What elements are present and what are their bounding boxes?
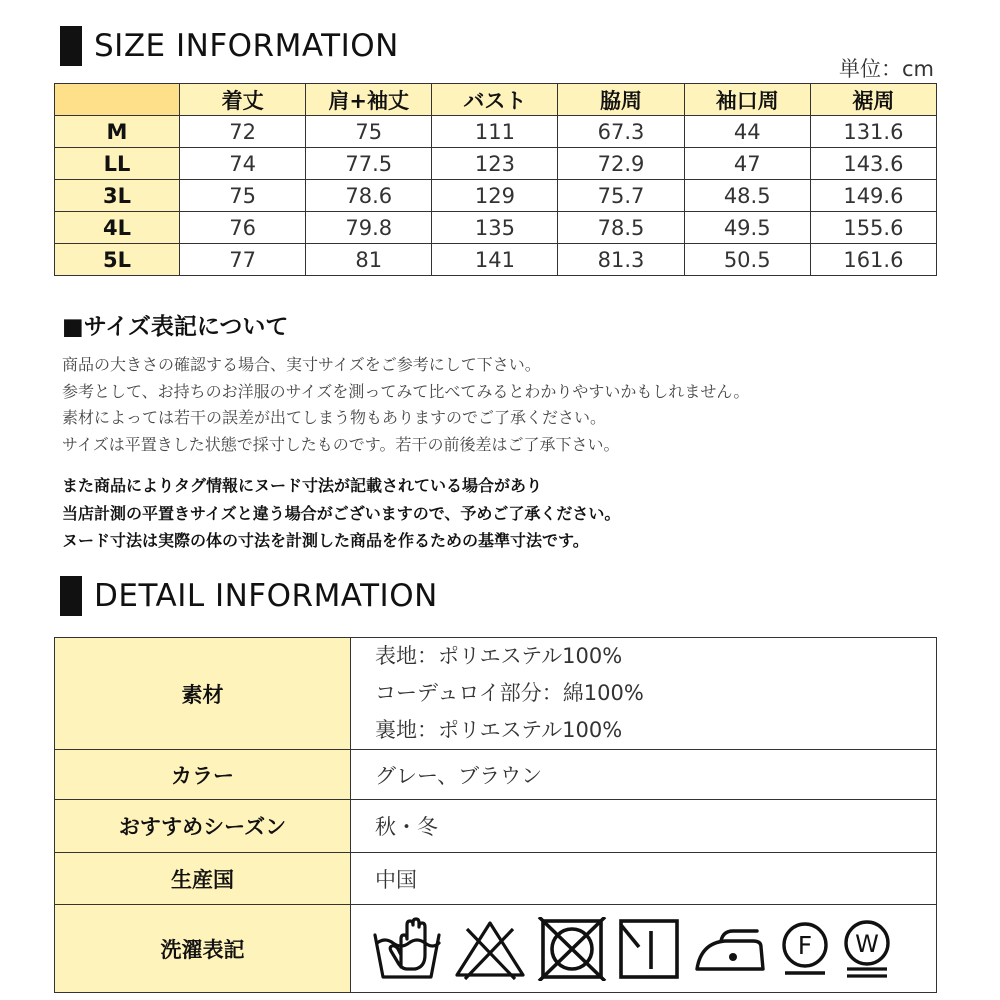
size-table [54, 83, 937, 276]
header-bar [60, 26, 82, 66]
material-value [351, 638, 937, 750]
bold-note-line: また商品によりタグ情報にヌード寸法が記載されている場合があり [62, 476, 543, 495]
table-cell: 44 [684, 116, 810, 148]
table-row [55, 148, 937, 180]
detail-row-season [55, 800, 937, 853]
table-cell: 155.6 [810, 212, 936, 244]
table-cell: 75 [180, 180, 306, 212]
table-cell: 111 [432, 116, 558, 148]
table-cell: 75.7 [558, 180, 684, 212]
origin-label: 生産国 [55, 853, 351, 905]
detail-row-color [55, 750, 937, 800]
no-tumble-dry-icon [537, 917, 607, 981]
row-size-label: M [55, 116, 180, 148]
season-value: 秋・冬 [351, 800, 937, 853]
dry-clean-f-icon [779, 917, 831, 981]
table-cell: 131.6 [810, 116, 936, 148]
table-row [55, 116, 937, 148]
table-cell: 50.5 [684, 244, 810, 276]
color-label: カラー [55, 750, 351, 800]
table-cell: 72 [180, 116, 306, 148]
row-size-label: 5L [55, 244, 180, 276]
material-line: 表地：ポリエステル100% [375, 644, 623, 668]
table-cell: 149.6 [810, 180, 936, 212]
table-cell: 129 [432, 180, 558, 212]
line-dry-icon [617, 917, 681, 981]
table-cell: 78.6 [306, 180, 432, 212]
table-cell: 143.6 [810, 148, 936, 180]
table-cell: 81.3 [558, 244, 684, 276]
dry-clean-letter: F [797, 930, 813, 960]
season-label: おすすめシーズン [55, 800, 351, 853]
note-line: 商品の大きさの確認する場合、実寸サイズをご参考にして下さい。 [62, 355, 541, 374]
origin-value: 中国 [351, 853, 937, 905]
detail-row-care [55, 905, 937, 993]
table-row [55, 244, 937, 276]
note-line: 素材によっては若干の誤差が出てしまう物もありますのでご了承ください。 [62, 408, 607, 427]
table-cell: 161.6 [810, 244, 936, 276]
col-header: 肩+袖丈 [306, 84, 432, 116]
hand-wash-icon [371, 917, 443, 981]
detail-row-material [55, 638, 937, 750]
care-icons [365, 917, 936, 981]
table-cell: 77.5 [306, 148, 432, 180]
bold-note-line: ヌード寸法は実際の体の寸法を計測した商品を作るための基準寸法です。 [62, 531, 589, 550]
size-section-header [60, 26, 399, 66]
col-header: 脇周 [558, 84, 684, 116]
wet-clean-w-icon [841, 917, 893, 981]
table-cell: 76 [180, 212, 306, 244]
col-header: バスト [432, 84, 558, 116]
col-header: 裾周 [810, 84, 936, 116]
col-header: 袖口周 [684, 84, 810, 116]
no-bleach-icon [453, 917, 527, 981]
table-cell: 141 [432, 244, 558, 276]
table-cell: 81 [306, 244, 432, 276]
row-size-label: 4L [55, 212, 180, 244]
detail-section-title: DETAIL INFORMATION [94, 578, 438, 614]
detail-table [54, 637, 937, 993]
table-cell: 47 [684, 148, 810, 180]
about-title: ■サイズ表記について [62, 314, 289, 340]
note-line: 参考として、お持ちのお洋服のサイズを測ってみて比べてみるとわかりやすいかもしれません。 [62, 381, 750, 401]
detail-section-header [60, 576, 438, 616]
table-cell: 49.5 [684, 212, 810, 244]
about-notes [62, 352, 749, 458]
table-cell: 67.3 [558, 116, 684, 148]
care-label: 洗濯表記 [55, 905, 351, 993]
table-cell: 78.5 [558, 212, 684, 244]
table-row [55, 180, 937, 212]
iron-low-icon [691, 917, 769, 981]
material-line: 裏地：ポリエステル100% [375, 718, 623, 742]
table-cell: 135 [432, 212, 558, 244]
care-value [351, 905, 937, 993]
table-row [55, 212, 937, 244]
about-bold-notes [62, 472, 620, 555]
row-size-label: 3L [55, 180, 180, 212]
table-cell: 75 [306, 116, 432, 148]
size-section-title: SIZE INFORMATION [94, 28, 399, 64]
table-cell: 72.9 [558, 148, 684, 180]
table-cell: 48.5 [684, 180, 810, 212]
unit-label: 単位：cm [838, 57, 934, 81]
material-label: 素材 [55, 638, 351, 750]
color-value: グレー、ブラウン [351, 750, 937, 800]
col-header: 着丈 [180, 84, 306, 116]
size-table-corner [55, 84, 180, 116]
note-line: サイズは平置きした状態で採寸したものです。若干の前後差はご了承下さい。 [62, 434, 620, 454]
table-cell: 123 [432, 148, 558, 180]
material-line: コーデュロイ部分：綿100% [375, 681, 644, 705]
bold-note-line: 当店計測の平置きサイズと違う場合がございますので、予めご了承ください。 [62, 503, 621, 523]
header-bar [60, 576, 82, 616]
table-cell: 77 [180, 244, 306, 276]
detail-row-origin [55, 853, 937, 905]
row-size-label: LL [55, 148, 180, 180]
size-table-header [55, 84, 937, 116]
table-cell: 74 [180, 148, 306, 180]
table-cell: 79.8 [306, 212, 432, 244]
wet-clean-letter: W [855, 929, 879, 958]
